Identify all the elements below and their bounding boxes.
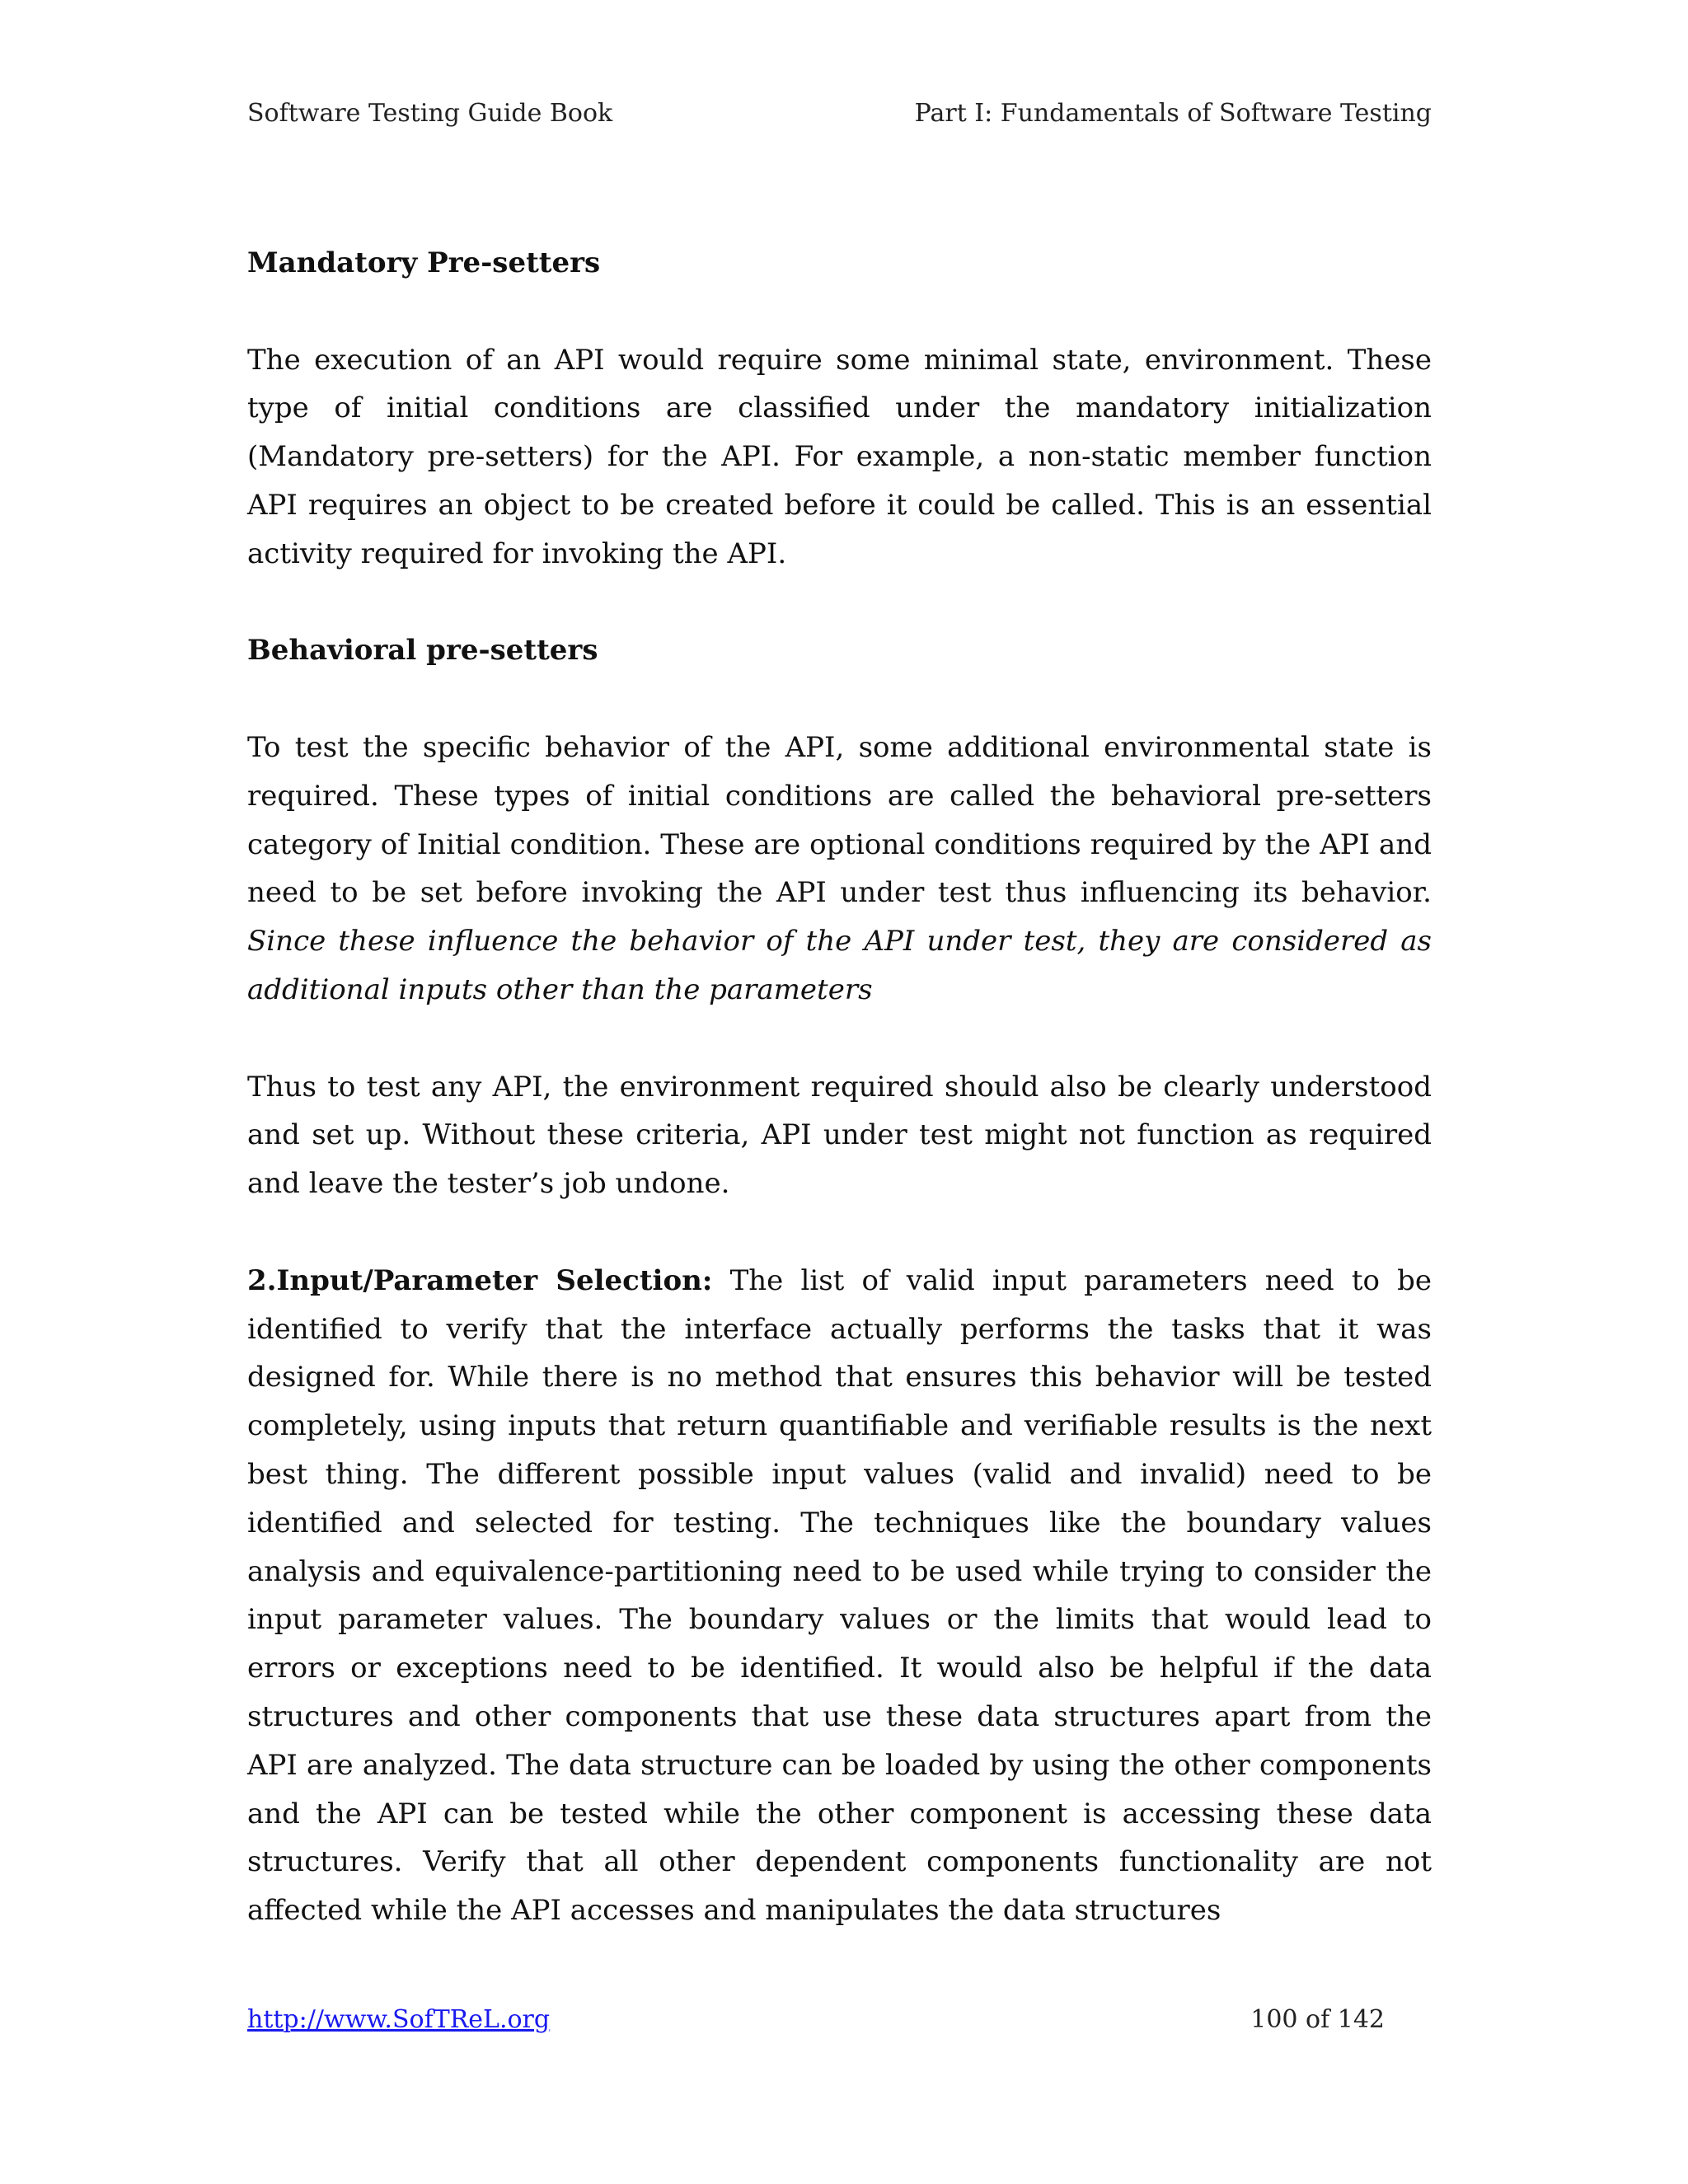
- page-body: [247, 239, 1432, 1984]
- heading-mandatory-presetters: Mandatory Pre-setters: [247, 246, 601, 279]
- paragraph-behavioral-presetters: [247, 724, 1432, 1015]
- page-number: 100 of 142: [1250, 2005, 1385, 2034]
- input-selection-body: The list of valid input parameters need to be identified to verify that the interface actually performs the tasks that it was designed for. While there is no method that ensures this behavior will be tested completely, using inputs that return quantifiable and verifiable results is the next best thing. The different possible input values (valid and invalid) need to be identified and selected for testing. The techniques like the boundary values analysis and equivalence-partitioning need to be used while trying to consider the input parameter values. The boundary values or the limits that would lead to errors or exceptions need to be identified. It would also be helpful if the data structures and other components that use these data structures apart from the API are analyzed. The data structure can be loaded by using the other components and the API can be tested while the other component is accessing these data structures. Verify that all other dependent components functionality are not affected while the API accesses and manipulates the data structures: [247, 1263, 1432, 1928]
- page-footer: [247, 2004, 1385, 2036]
- footer-website-link[interactable]: http://www.SofTReL.org: [247, 2005, 551, 2034]
- paragraph-environment-setup: Thus to test any API, the environment required should also be clearly understood and set up. Without these criteria, API under test might not function as required and leave the tester’s job undone.: [247, 1070, 1432, 1201]
- heading-behavioral-presetters: Behavioral pre-setters: [247, 634, 598, 668]
- input-selection-lead: 2.Input/Parameter Selection:: [247, 1263, 713, 1297]
- paragraph-mandatory-presetters: The execution of an API would require some minimal state, environment. These type of initial conditions are classified under the mandatory initialization (Mandatory pre-setters) for the API. For example, a non-static member function API requires an object to be created before it could be called. This is an essential activity required for invoking the API.: [247, 343, 1432, 570]
- header-part-title: Part I: Fundamentals of Software Testing: [914, 99, 1432, 128]
- behavioral-body-text: To test the specific behavior of the API, some additional environmental state is required. These types of initial conditions are called the behavioral pre-setters category of Initial condition. These are optional conditions required by the API and need to be set before invoking the API under test thus influencing its behavior.: [247, 730, 1432, 910]
- behavioral-italic-text: Since these influence the behavior of the API under test, they are considered as additional inputs other than the parameters: [247, 925, 1432, 1006]
- paragraph-input-parameter-selection: [247, 1257, 1432, 1935]
- header-book-title: Software Testing Guide Book: [247, 99, 613, 128]
- page-header: [247, 97, 1432, 130]
